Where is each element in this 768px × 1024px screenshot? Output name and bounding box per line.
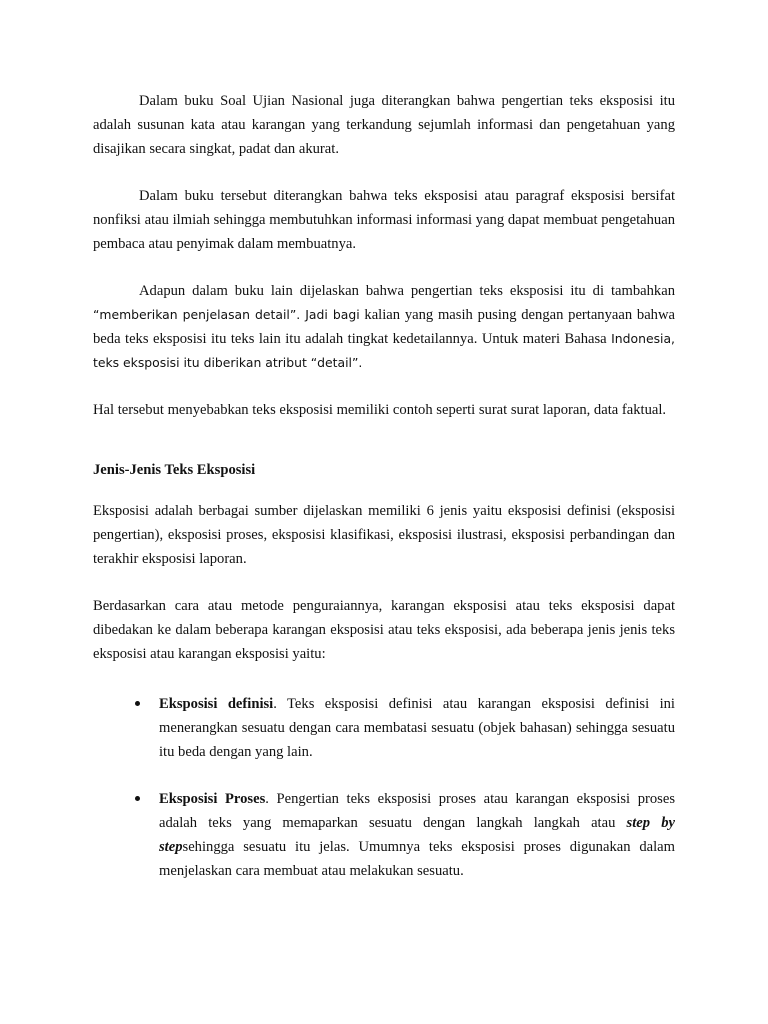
bullet-emphasis: step by step xyxy=(159,815,675,855)
bullet-text-b: sehingga sesuatu itu jelas. Umumnya teks eksposisi proses digunakan dalam menjelaskan cara membuat atau melakukan sesuatu. xyxy=(159,839,675,879)
paragraph-6: Berdasarkan cara atau metode penguraiannya, karangan eksposisi atau teks eksposisi dapat dibedakan ke dalam beberapa karangan eksposisi atau teks eksposisi, ada beberapa jenis jenis teks eksposisi atau karangan eksposisi yaitu: xyxy=(93,598,675,662)
bullet-icon xyxy=(135,701,140,706)
paragraph-4: Hal tersebut menyebabkan teks eksposisi memiliki contoh seperti surat surat laporan, data faktual. xyxy=(93,402,667,418)
bullet-title: Eksposisi Proses xyxy=(159,791,266,807)
document-page xyxy=(93,89,675,883)
paragraph-5: Eksposisi adalah berbagai sumber dijelaskan memiliki 6 jenis yaitu eksposisi definisi (eksposisi pengertian), eksposisi proses, eksposisi klasifikasi, eksposisi ilustrasi, eksposisi perbandingan dan terakhir eksposisi laporan. xyxy=(93,503,675,567)
list-item xyxy=(93,787,675,883)
paragraph-3 xyxy=(93,279,675,375)
paragraph-1: Dalam buku Soal Ujian Nasional juga diterangkan bahwa pengertian teks eksposisi itu adalah susunan kata atau karangan yang terkandung sejumlah informasi dan pengetahuan yang disajikan secara singkat, padat dan akurat. xyxy=(93,93,675,157)
bullet-icon xyxy=(135,796,140,801)
bullet-list xyxy=(93,692,675,883)
bullet-title: Eksposisi definisi xyxy=(159,696,274,712)
paragraph-2: Dalam buku tersebut diterangkan bahwa teks eksposisi atau paragraf eksposisi bersifat nonfiksi atau ilmiah sehingga membutuhkan informasi informasi yang dapat membuat pengetahuan pembaca atau penyimak dalam membuatnya. xyxy=(93,188,675,252)
bullet-text: . Teks eksposisi definisi atau karangan eksposisi definisi ini menerangkan sesuatu dengan cara membatasi sesuatu (objek bahasan) sehingga sesuatu itu beda dengan yang lain. xyxy=(159,696,675,760)
list-item xyxy=(93,692,675,764)
paragraph-3-part-b: “memberikan penjelasan detail”. Jadi bagi xyxy=(93,307,360,322)
paragraph-3-part-c: kalian yang masih pusing dengan pertanyaan bahwa beda teks eksposisi itu teks lain itu adalah tingkat kedetailannya. Untuk materi Bahasa xyxy=(93,307,675,347)
bullet-text-a: . Pengertian teks eksposisi proses atau karangan eksposisi proses adalah teks yang memaparkan sesuatu dengan langkah langkah atau xyxy=(159,791,675,831)
paragraph-3-part-d: Indonesia, teks eksposisi itu diberikan atribut “detail”. xyxy=(93,331,675,370)
paragraph-3-part-a: Adapun dalam buku lain dijelaskan bahwa pengertian teks eksposisi itu di tambahkan xyxy=(139,283,675,299)
section-heading: Jenis-Jenis Teks Eksposisi xyxy=(93,462,256,478)
